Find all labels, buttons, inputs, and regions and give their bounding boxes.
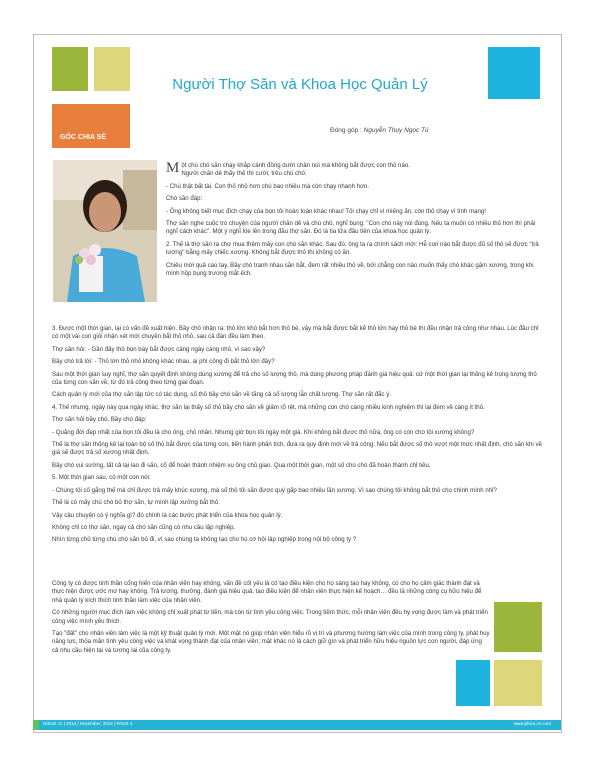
body-paragraph: Thợ săn hỏi: - Gần đây thỏ bọn bay bắt được càng ngày càng nhỏ, vì sao vậy? — [52, 345, 266, 353]
closing-paragraph: Tạo "đất" cho nhân viên làm việc là một kỹ thuật quản lý mới. Một mặt nó giúp nhân viên hiểu rõ vị trí và phương hướng làm việc của mình trong công ty, phát huy năng lực, thỏa mãn tình yêu công việc và khát vọng thành đạt của nhân viên; mặt khác nó là cách giữ gìn và phát triển hữu hiệu nguồn lực con người, đáp ứng cả nhu cầu hiện tại và tương lai của công ty. — [52, 630, 490, 654]
closing-paragraph: Công ty có được tinh thần cống hiến của nhân viên hay không, vấn đề cốt yếu là có tạo điều kiện cho họ sáng tạo hay không, có cho họ cảm giác thành đạt và thực hiện được ước mơ hay không. Trả lương, thưởng, đánh giá hiệu quả, tạo điều kiện để nhân viên thực hiện kế hoạch… đều là những công cụ hữu hiệu để nhà quản lý kích thích tinh thần làm việc của nhân viên. — [52, 580, 482, 604]
body-paragraph: - Chúng tôi cố gắng thế mà chỉ được trả mấy khúc xương, mà số thỏ tôi săn được quý gấp bao nhiêu lần xương. Vì sao chúng tôi không bắt thỏ cho chính mình nhỉ? — [52, 486, 497, 494]
intro-column — [166, 162, 544, 282]
blue-square-top-right — [488, 47, 540, 99]
green-square-bottom-right — [494, 602, 542, 652]
body-paragraph: Thợ săn hỏi bầy chó. Bầy chó đáp: — [52, 416, 147, 424]
intro-paragraph: 2. Thế là thợ săn ra chợ mua thêm mấy con chó săn khác. Sau đó, ông ta ra chính sách mới: Hễ con nào bắt được đủ số thỏ sẽ được "trả lương" bằng mấy chiếc xương. Không bắt được thỏ thì không có ăn. — [166, 240, 539, 257]
footer-website: www.phivu.vn.com — [513, 721, 551, 726]
body-paragraph: 5. Một thời gian sau, có một con nói: — [52, 474, 151, 482]
section-label: GÓC CHIA SẺ — [52, 104, 130, 148]
closing-paragraph: Có những người mục đích làm việc không chỉ xuất phát từ tiền, mà còn từ tình yêu công việc. Trong tiềm thức, mỗi nhân viên đều hy vọng được làm và phát triển công việc mình yêu thích. — [52, 609, 488, 625]
body-paragraph: Vậy câu chuyện có ý nghĩa gì? đó chính là các bước phát triển của khoa học quản lý. — [52, 511, 283, 519]
body-paragraph: - Quãng đời đẹp nhất của bọn tôi đều là cho ông, chủ nhân. Nhưng giờ bọn tôi ngày một già. Khi không bắt được thỏ nữa, ông có còn cho tôi xương không? — [52, 428, 475, 436]
green-square-top-left — [52, 47, 88, 91]
body-paragraph: Không chỉ có thợ săn, ngay cả chó săn cũng có nhu cầu lập nghiệp. — [52, 523, 236, 531]
contributor-prefix: Đóng góp : — [330, 127, 364, 134]
body-column — [52, 325, 542, 549]
intro-first-paragraph: Một chú chó săn chạy khắp cánh đồng dưới chân núi mà không bắt được con thỏ nào. Người chăn dê thấy thế thì cười, trêu chú chó: — [166, 160, 410, 178]
contributor-name: Nguyễn Thụy Ngọc Tú — [363, 127, 429, 134]
intro-paragraph: Chó săn đáp: — [166, 195, 203, 203]
body-paragraph: Thế là có mấy chú chó bỏ thợ săn, tự mình lập xưởng bắt thỏ. — [52, 499, 220, 507]
body-paragraph: Sau một thời gian suy nghĩ, thợ săn quyết định không dùng xương để trả cho số lượng thỏ, mà dùng phương pháp đánh giá hiệu quả: cứ một thời gian lại thống kê trọng lượng thỏ của từng con săn về, từ đó trả công theo từng giai đoạn. — [52, 370, 537, 387]
photo-illustration — [53, 160, 157, 302]
intro-paragraph: - Chú thật bất tài. Con thỏ nhỏ hơn chú bao nhiêu mà còn chạy nhanh hơn. — [166, 182, 370, 190]
body-paragraph: Bầy chó trả lời: - Thỏ lớn thỏ nhỏ không khác nhau, ai phí công đi bắt thỏ lớn đây? — [52, 358, 275, 366]
footer-issue: ISSUE 11 | 2014 | November, 2014 | PAGE 4 — [43, 721, 133, 726]
intro-paragraph: - Ông không biết mục đích chạy của bọn tôi hoàn toàn khác nhau! Tôi chạy chỉ vì miếng ăn, còn thỏ chạy vì tính mạng! — [166, 207, 487, 215]
intro-paragraph: Thợ săn nghe cuộc trò chuyện của người chăn dê và chú chó, nghĩ bụng: "Con chó này nói đúng. Nếu ta muốn có nhiều thỏ hơn thì phải nghĩ cách khác". Một ý nghĩ lóe lên trong đầu thợ săn. Đó là tia lửa đầu tiên của khoa học quản lý. — [166, 220, 536, 236]
body-paragraph: 3. Được một thời gian, lại có vấn đề xuất hiện. Bầy chó nhận ra: thỏ lớn khó bắt hơn thỏ bé, vậy mà bắt được bắt kể thỏ lớn hay thỏ bé thì đều nhận trả công như nhau. Lúc đầu chỉ có một vài con giỏi nhận xét mới chuyên bắt thỏ nhỏ, sau cả đàn đều làm theo. — [52, 325, 539, 341]
footer-bar — [33, 720, 561, 730]
yellow-square-bottom — [494, 660, 542, 706]
closing-column — [52, 580, 490, 659]
body-paragraph: Thế là thợ săn thống kê lại toàn bộ số thỏ bắt được của từng con, tiến hành phân tích, đưa ra quy định mới về trả công: Nếu bắt được số thỏ vượt một mức nhất định, chó săn khi về già sẽ được trả số xương nhất định. — [52, 441, 542, 457]
dropcap: M — [166, 160, 180, 176]
author-photo — [53, 160, 157, 302]
body-paragraph: Cách quản lý mới của thợ săn lập tức có tác dụng, số thỏ bầy chó săn về tăng cả số lượng lẫn chất lượng. Thợ săn rất đắc ý. — [52, 391, 392, 399]
body-paragraph: 4. Thế nhưng, ngày này qua ngày khác, thợ săn lại thấy số thỏ bầy chó săn về giảm rõ rệt, mà những con chó càng nhiều kinh nghiệm thì lại đem về càng ít thỏ. — [52, 403, 485, 411]
contributor-line — [330, 127, 429, 134]
body-paragraph: Nhìn từng chủ từng chú chó săn bỏ đi, vì sao chúng ta không tạo cho họ cơ hội lập nghiệp trong nội bộ công ty ? — [52, 536, 357, 544]
footer-accent — [33, 720, 39, 730]
article-title: Người Thợ Săn và Khoa Học Quản Lý — [172, 76, 428, 93]
yellow-square-top — [94, 47, 130, 91]
body-paragraph: Bầy chó vui sướng, tất cả lại lao đi săn, cố để hoàn thành nhiệm vụ ông chủ giao. Qua một thời gian, một số chú chó đã hoàn thành chỉ tiêu. — [52, 461, 431, 469]
blue-square-bottom — [456, 660, 490, 706]
intro-paragraph: Chiêu mới quả cao tay. Bầy chó tranh nhau săn bắt, đem rất nhiều thỏ về, bởi chẳng con nào muốn thấy chó khác gặm xương, trong khi mình hộp bụng trương mắt ếch. — [166, 261, 534, 278]
